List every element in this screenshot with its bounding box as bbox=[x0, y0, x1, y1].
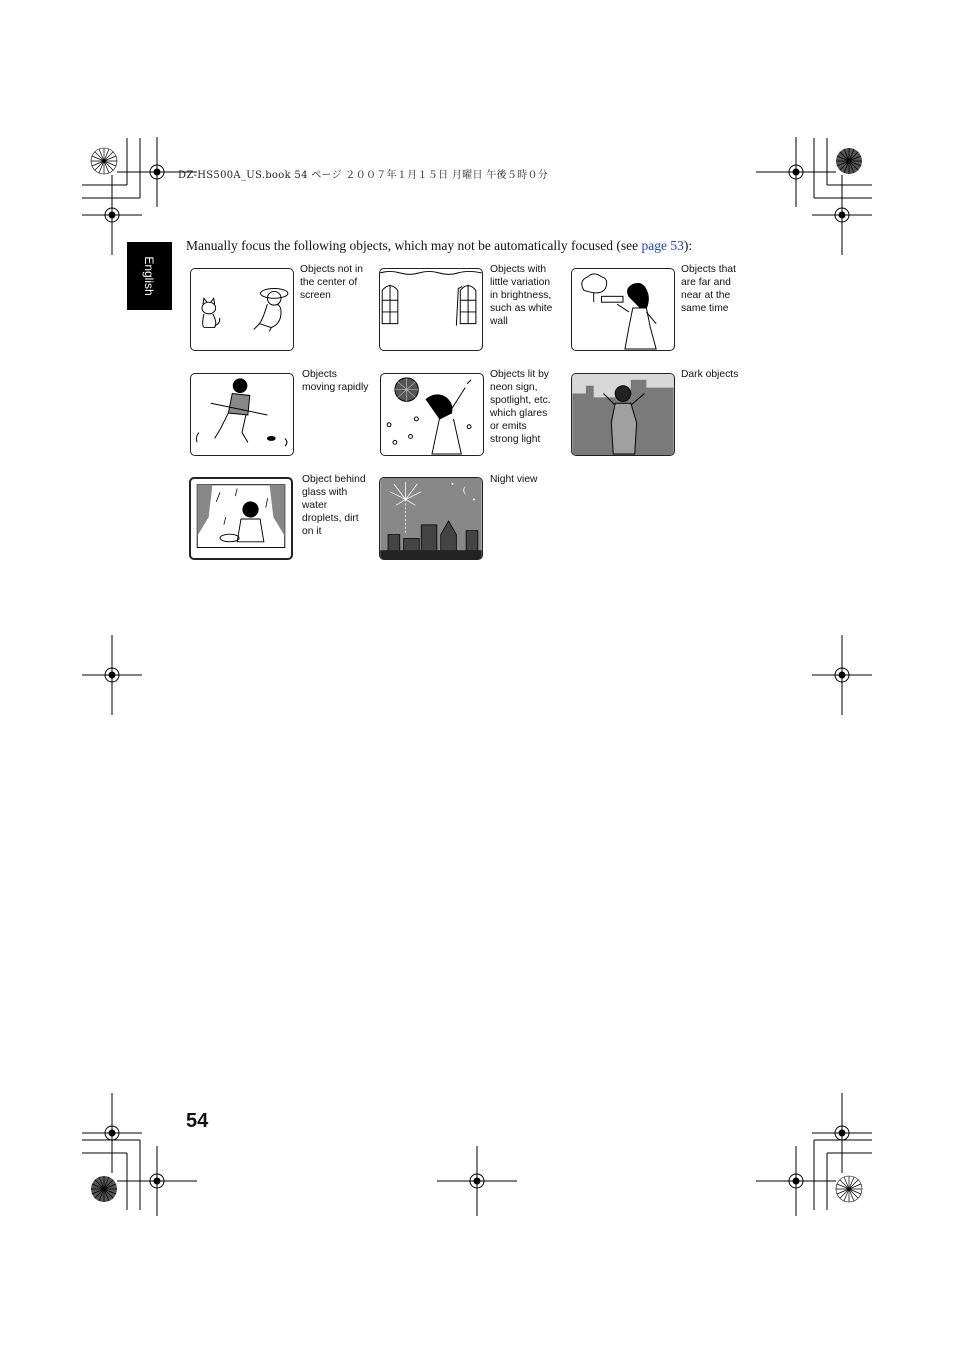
dark-scene-woman-illustration bbox=[571, 373, 675, 456]
caption-lit-by-neon: Objects lit by neon sign, spotlight, etc. which glares or emits strong light bbox=[490, 369, 551, 445]
caption-night-view: Night view bbox=[490, 474, 538, 485]
page-number: 54 bbox=[186, 1110, 209, 1132]
girl-behind-rainy-window-illustration bbox=[189, 477, 293, 560]
night-city-fireworks-illustration bbox=[379, 477, 483, 560]
intro-text-end: ): bbox=[683, 238, 693, 253]
print-header-line: DZ-HS500A_US.book 54 ページ ２００７年１月１５日 月曜日 午後５時０分 bbox=[178, 170, 549, 181]
intro-text: Manually focus the following objects, which may not be automatically focused (see bbox=[186, 238, 642, 253]
caption-dark-objects: Dark objects bbox=[681, 369, 739, 380]
caption-far-and-near: Objects that are far and near at the same time bbox=[681, 264, 736, 314]
caption-little-variation: Objects with little variation in brightness, such as white wall bbox=[490, 264, 553, 327]
caption-behind-glass: Object behind glass with water droplets, dirt on it bbox=[302, 474, 366, 537]
language-tab bbox=[127, 242, 172, 310]
intro-paragraph bbox=[186, 238, 692, 254]
page-link[interactable]: page 53 bbox=[641, 238, 684, 253]
hockey-player-illustration bbox=[190, 373, 294, 456]
white-wall-windows-illustration bbox=[379, 268, 483, 351]
language-tab-label: English bbox=[142, 256, 156, 296]
disco-ball-dancer-illustration bbox=[380, 373, 484, 456]
cat-and-girl-illustration bbox=[190, 268, 294, 351]
caption-objects-not-in-center: Objects not in the center of screen bbox=[300, 264, 363, 301]
caption-moving-rapidly: Objects moving rapidly bbox=[302, 369, 369, 393]
woman-near-tree-far-illustration bbox=[571, 268, 675, 351]
